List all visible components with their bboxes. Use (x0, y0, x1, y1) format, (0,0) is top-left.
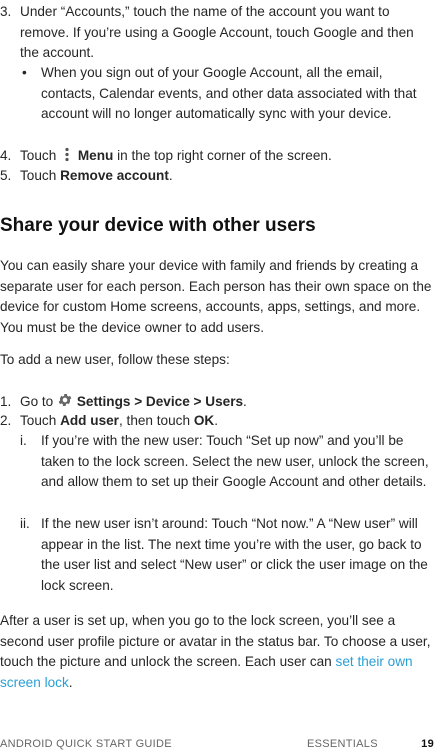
step-post-text: . (214, 413, 218, 428)
step-post-text: . (243, 394, 247, 409)
menu-label: Menu (77, 148, 114, 163)
step-post-text: . (168, 168, 173, 183)
sub-list-item (0, 514, 436, 596)
settings-path: Settings > Device > Users (76, 394, 244, 409)
list-number: 1. (0, 394, 12, 409)
screen-lock-link[interactable]: set their own screen lock (0, 654, 413, 690)
page-number: 19 (421, 738, 434, 750)
steps-intro: To add a new user, follow these steps: (0, 352, 230, 367)
list-text: Under “Accounts,” touch the name of the account you want to remove. If you’re using a Google Account, touch Google and then the account. (20, 4, 414, 60)
list-item (0, 411, 436, 432)
sub-list-number: i. (20, 433, 27, 448)
list-number: 2. (0, 413, 12, 428)
footer-section: ESSENTIALS (307, 738, 378, 750)
remove-account-label: Remove account (60, 168, 169, 183)
bullet-item (0, 63, 436, 125)
list-item (0, 2, 436, 64)
sub-list-text: If the new user isn’t around: Touch “Not now.” A “New user” will appear in the list. The next time you’re with the user, go back to the user list and select “New user” or click the user image on the lock screen. (41, 516, 428, 593)
sub-list-number: ii. (20, 516, 30, 531)
outro-text: After a user is set up, when you go to the lock screen, you’ll see a second user profile picture or avatar in the status bar. To choose a user, touch the picture and unlock the screen. Each user can (0, 613, 431, 669)
list-number: 3. (0, 4, 12, 19)
list-number: 4. (0, 148, 12, 163)
step-pre-text: Touch (20, 148, 57, 163)
step-pre-text: Go to (20, 394, 54, 409)
footer-guide-title: ANDROID QUICK START GUIDE (0, 738, 172, 750)
list-number: 5. (0, 168, 12, 183)
intro-paragraph: You can easily share your device with family and friends by creating a separate user for each person. Each person has their own space on the device for custom Home screens, accounts, apps, settings, and more. You must be the device owner to add users. (0, 258, 432, 335)
list-item (0, 166, 436, 187)
outro-post: . (68, 674, 73, 690)
outro-paragraph (0, 611, 435, 693)
sub-list-item (0, 431, 436, 493)
sub-list-text: If you’re with the new user: Touch “Set up now” and you’ll be taken to the lock screen. Select the new user, unlock the screen, and allow them to set up their Google Account and other details. (41, 433, 429, 489)
step-pre-text: Touch (20, 168, 57, 183)
bullet-mark: • (22, 65, 27, 80)
step-mid-text: , then touch (118, 413, 191, 428)
ok-label: OK (193, 413, 215, 428)
bullet-text: When you sign out of your Google Account, all the email, contacts, Calendar events, and other data associated with that account will no longer automatically sync with your device. (41, 65, 417, 121)
step-pre-text: Touch (20, 413, 57, 428)
add-user-label: Add user (60, 413, 119, 428)
section-heading: Share your device with other users (0, 215, 316, 236)
step-post-text: in the top right corner of the screen. (117, 148, 332, 163)
